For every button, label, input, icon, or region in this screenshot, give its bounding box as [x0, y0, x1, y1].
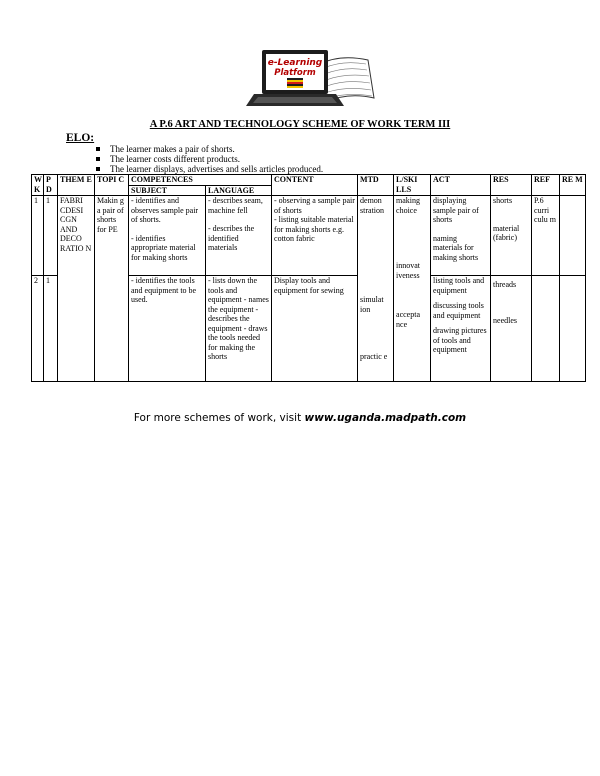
footer-note — [0, 412, 600, 424]
cell-act: listing tools and equipment discussing tools and equipment drawing pictures of tools and equipment — [431, 276, 491, 382]
cell-pd: 1 — [44, 276, 58, 382]
cell-language: - describes seam, machine fell - describes the identified materials — [206, 196, 272, 276]
cell-content: - observing a sample pair of shorts - listing suitable material for making shorts e.g. cotton fabric — [272, 196, 358, 276]
cell-ref — [532, 276, 560, 382]
header-language: LANGUAGE — [206, 185, 272, 196]
elo-item: The learner costs different products. — [96, 154, 323, 164]
cell-lskills: making choice innovat iveness accepta nce — [394, 196, 431, 382]
cell-subject: - identifies the tools and equipment to be used. — [129, 276, 206, 382]
cell-act: displaying sample pair of shorts naming materials for making shorts — [431, 196, 491, 276]
table-row — [32, 196, 586, 276]
header-act: ACT — [431, 175, 491, 196]
header-pd: P D — [44, 175, 58, 196]
header-mtd: MTD — [358, 175, 394, 196]
cell-wk: 2 — [32, 276, 44, 382]
document-title: A P.6 ART AND TECHNOLOGY SCHEME OF WORK TERM III — [149, 119, 451, 130]
header-res: RES — [491, 175, 532, 196]
header-topic: TOPI C — [95, 175, 129, 196]
header-competences: COMPETENCES — [129, 175, 272, 186]
header-row — [32, 175, 586, 186]
logo-line1: e-Learning — [267, 58, 323, 68]
cell-pd: 1 — [44, 196, 58, 276]
elo-label: ELO: — [66, 132, 95, 144]
cell-res: threads needles — [491, 276, 532, 382]
elo-list — [96, 144, 323, 174]
header-lskills: L/SKI LLS — [394, 175, 431, 196]
elo-item: The learner displays, advertises and sells articles produced. — [96, 164, 323, 174]
cell-rem — [560, 196, 586, 276]
cell-rem — [560, 276, 586, 382]
header-rem: RE M — [560, 175, 586, 196]
scheme-of-work-table — [31, 174, 586, 382]
header-content: CONTENT — [272, 175, 358, 196]
uganda-flag-icon — [287, 78, 303, 88]
cell-language: - lists down the tools and equipment - names the equipment - describes the equipment - draws the tools needed for making the shorts — [206, 276, 272, 382]
cell-res: shorts material (fabric) — [491, 196, 532, 276]
cell-ref: P.6 curri culu m — [532, 196, 560, 276]
header-wk: W K — [32, 175, 44, 196]
cell-mtd: demon stration simulat ion practic e — [358, 196, 394, 382]
cell-theme: FABRI CDESI CGN AND DECO RATIO N — [58, 196, 95, 382]
cell-wk: 1 — [32, 196, 44, 276]
header-ref: REF — [532, 175, 560, 196]
elo-item: The learner makes a pair of shorts. — [96, 144, 323, 154]
cell-subject: - identifies and observes sample pair of shorts. - identifies appropriate material for making shorts — [129, 196, 206, 276]
cell-content: Display tools and equipment for sewing — [272, 276, 358, 382]
header-subject: SUBJECT — [129, 185, 206, 196]
cell-topic: Makin g a pair of shorts for PE — [95, 196, 129, 382]
logo-line2: Platform — [274, 68, 316, 78]
e-learning-platform-logo — [228, 46, 378, 112]
header-theme: THEM E — [58, 175, 95, 196]
footer-link[interactable]: www.uganda.madpath.com — [304, 412, 467, 424]
footer-text: For more schemes of work, visit — [133, 412, 305, 424]
